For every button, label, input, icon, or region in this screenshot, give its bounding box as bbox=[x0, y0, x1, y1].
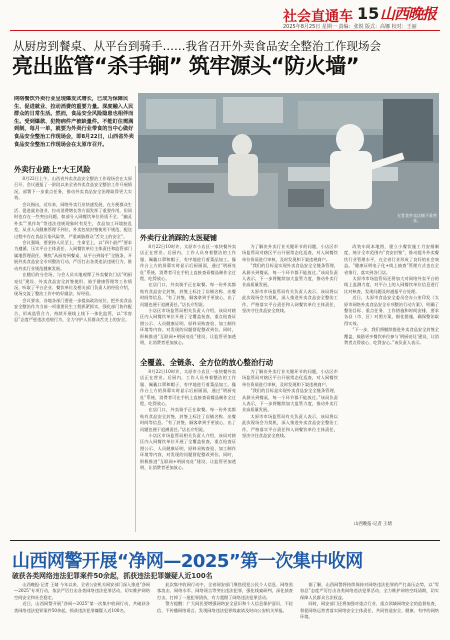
paragraph: 8月22日上午，山西省外卖食品安全整治工作现场会在太原召开，会议通报了一阶段以来全省外卖食品安全整治工作开展情况，部署下一步重点任务，推动外卖食品安全治理取得更大实效。 bbox=[14, 176, 132, 201]
paragraph: 山西晚报·记者 王婧 今年以来，全省公安机关网安部门深入推进“净网—2025”专项行动，依法严厉打击各类网络违法犯罪活动，切实维护网络空间安全和社会稳定。 bbox=[14, 582, 150, 600]
paragraph: 此次集中收网行动中，全省网安部门聚焦侵犯公民个人信息、网络黑客攻击、网络水军、网络谣言等突出违法犯罪，强化线索研判，深化侦查打击，打掉了一批犯罪团伙，有力震慑了网络违法犯罪活动。 bbox=[157, 582, 293, 600]
masthead bbox=[0, 0, 450, 30]
masthead-rule bbox=[10, 30, 440, 31]
article1-column-1 bbox=[14, 176, 132, 536]
page-number: 15 bbox=[357, 4, 380, 23]
photo-caption: 无堂食外卖店铺不准营业。 bbox=[397, 213, 437, 224]
article1-column-4 bbox=[344, 244, 439, 518]
article1-column-2b bbox=[140, 369, 236, 532]
paragraph: 太原市市场监管局有关负责人表示，该局将以此次现场会为契机，深入推进外卖食品安全整治工作，严格落实平台责任和入网餐饮单位主体责任，坚决守住食品安全底线。 bbox=[242, 288, 338, 314]
newspaper-logo: 山西晚报 bbox=[380, 5, 437, 23]
paragraph: 在店门口，外卖骑手正在取餐。每一份外卖都贴有食品安全封签，封签上标注了店铺名称、出餐时间等信息。“有了封签，顾客拿到手更放心，出了问题也便于追溯责任。”店长介绍说。 bbox=[140, 407, 236, 432]
article1-subhead-2: 全覆盖、全链条、全方位的放心整治行动 bbox=[140, 358, 274, 367]
article1-column-3 bbox=[242, 244, 338, 352]
paragraph: 在随后的分会场，与会人员实地观摩了外卖餐饮门店“明厨亮灶”建设、外卖食品安全封签使用、骑手健康管理等工作情况，听取了平台企业、餐饮单位及相关部门负责人的经验介绍，现场交流了整治工作中的好做法、好经验。 bbox=[14, 272, 132, 297]
kitchen-photo bbox=[138, 93, 439, 229]
article2-column-1 bbox=[14, 582, 150, 636]
article1-column-2 bbox=[140, 244, 236, 352]
section-rule bbox=[10, 540, 440, 541]
article1-kicker: 从厨房到餐桌、从平台到骑手……我省召开外卖食品安全整治工作现场会 bbox=[13, 39, 381, 53]
paragraph: 改装车间本地图，建立小餐饮施工月安排制度，统计全市范围内“食安封签”，推动提升外卖餐饮行业管理水平，在全省行业形成了良好的社会效益。“健康证明电子化+线上抽查”管理方式也在全省推行，落实到各门店。 bbox=[344, 244, 439, 275]
paragraph: 为了解决外卖行业关键环节的问题，小店区市场监管局对辖区平台开展常态化巡查，对入网餐饮单位资质进行审核，及时发现和下架违规商户。 bbox=[242, 369, 338, 387]
paragraph: “下一步，我们将继续推进外卖食品安全封签全覆盖，鼓励更多餐饮单位参与‘明厨亮灶’建设，让消费者点得放心、吃得安心。”该负责人表示。 bbox=[344, 327, 439, 346]
article2-subhead: 破获各类网络违法犯罪案件50余起，抓获违法犯罪嫌疑人近100名 bbox=[12, 572, 213, 580]
paragraph: 太原市市场监管局有关负责人表示，该局将以此次现场会为契机，深入推进外卖食品安全整治工作，严格落实平台责任和入网餐饮单位主体责任，坚决守住食品安全底线。 bbox=[242, 413, 338, 439]
paragraph: “我们的目标是实现外卖食品安全全链条管理，从源头到餐桌，每一个环节都不能放过。”该局负责人表示，下一步将继续加大监管力度，推动外卖行业高质量发展。 bbox=[242, 263, 338, 288]
paragraph: 会议要求，各地各部门要进一步提高政治站位，把外卖食品安全整治作为当前一项重要民生工程抓紧抓实，强化部门协作配合，形成监管合力，持续开展线上线下一体化监管，以“零容忍”态度严惩违法违规行为，全力守护人民群众舌尖上的安全。 bbox=[14, 297, 132, 322]
article2-column-3 bbox=[300, 582, 439, 636]
paragraph: 在店门口，外卖骑手正在取餐。每一份外卖都贴有食品安全封签，封签上标注了店铺名称、出餐时间等信息。“有了封签，顾客拿到手更放心，出了问题也便于追溯责任。”店长介绍说。 bbox=[140, 282, 236, 307]
paragraph: 同时，网安部门还将加强对重点行业、重点领域网络安全的监督检查，督促网络运营者落实网络安全主体责任，共同营造安全、健康、有序的网络环境。 bbox=[300, 601, 439, 620]
article2-headline: 山西网警开展“净网—2025”第一次集中收网 bbox=[12, 551, 363, 572]
paragraph: 会议强调，要坚持人民至上、生命至上，以“四个最严”要求为遵循，压实平台主体责任、入网餐饮单位主体责任和监管部门属地管理责任，聚焦“从厨房到餐桌、从平台到骑手”全链条，开展外卖食品安全专项整治行动，严厉打击各类违法违规行为，推动外卖行业规范健康发展。 bbox=[14, 240, 132, 271]
article1-subhead-1: 外卖行业踏上“大王风险 bbox=[14, 165, 91, 174]
paragraph: 近日，山西网警开展“净网—2025”第一次集中收网行动，共破获各类网络违法犯罪案件50余起，抓获违法犯罪嫌疑人近100名。 bbox=[14, 601, 150, 613]
paragraph: 会议指出，近年来，网络外卖行业快速发展，在方便群众生活、促进就业创业、拉动消费增长等方面发挥了重要作用，但同时也存在一些突出问题，如部分入网餐饮单位资质不全、“幽灵外卖”“黑作坊”等违法违规现象时有发生，食品加工环境脏乱差，从业人员健康管理不到位，外卖包装封签使用不规范，配送过程中存在食品污染风险等，严重威胁群众“舌尖上的安全”。 bbox=[14, 201, 132, 239]
article2-column-2 bbox=[157, 582, 293, 636]
article1-byline: 山西晚报·记者 王婧 bbox=[354, 522, 392, 527]
article1-photo-label: 外卖行业消踩的太医疑铺 bbox=[140, 234, 217, 242]
paragraph: 太原市市场监管局还将加大对网络外卖平台的线上监测力度，对平台上的入网餐饮单位信息进行比对核查，发现问题及时通报平台处理。 bbox=[344, 276, 439, 294]
paragraph: 小店区市场监管局相关负责人介绍，该局对辖区内入网餐饮单位开展了全覆盖检查，重点检查证照公示、人员健康证明、原料采购查验、加工制作环境等内容，对发现的问题督促整改到位。同时，积极推进“互联网+明厨亮灶”建设，让监管更加透明，让消费者更加放心。 bbox=[140, 433, 236, 471]
paragraph: 8月22日10时许，太原市小店区一家快餐外卖店正在营业。后厨内，工作人员身着整洁的工作服、佩戴口罩和帽子，有序地进行着菜品加工。操作台上方的屏幕实时显示后厨画面，通过“明厨亮灶”系统，消费者可在手机上直接查看餐品制作全过程，吃得放心。 bbox=[140, 244, 236, 282]
article1-column-3b bbox=[242, 369, 338, 532]
paragraph: “我们的目标是实现外卖食品安全全链条管理，从源头到餐桌，每一个环节都不能放过。”该局负责人表示，下一步将继续加大监管力度，推动外卖行业高质量发展。 bbox=[242, 388, 338, 413]
issue-meta: 2025年8月25日 星期一 责编：张锐 版式：高娜 校对：王丽 bbox=[283, 24, 417, 30]
paragraph: 为了解决外卖行业关键环节的问题，小店区市场监管局对辖区平台开展常态化巡查，对入网餐饮单位资质进行审核，及时发现和下架违规商户。 bbox=[242, 244, 338, 262]
paragraph: 小店区市场监管局相关负责人介绍，该局对辖区内入网餐饮单位开展了全覆盖检查，重点检查证照公示、人员健康证明、原料采购查验、加工制作环境等内容，对发现的问题督促整改到位。同时，积极推进“互联网+明厨亮灶”建设，让监管更加透明，让消费者更加放心。 bbox=[140, 308, 236, 346]
paragraph: 据了解，山西网警将持续保持对网络违法犯罪的严打高压态势，以“零容忍”态度严厉打击各类网络违法犯罪活动，全力维护网络空间清朗，切实保障人民群众合法权益。 bbox=[300, 582, 439, 600]
section-name: 社会直通车 bbox=[283, 9, 353, 25]
article1-headline: 亮出监管“杀手锏” 筑牢源头“防火墙” bbox=[12, 54, 360, 78]
column-divider bbox=[135, 166, 136, 532]
paragraph: 近日，太原市食品安全委员会办公室印发《太原市网络外卖食品安全专项整治行动方案》，明确了整治目标、重点任务、工作措施和时间安排，要求各县（市、区）对照方案，细化措施，确保整治取得实效。 bbox=[344, 295, 439, 326]
article1-lead: 网络餐饮外卖行业呈现爆发式增长，已成为保障民生、促进就业、拉动消费的重要力量。深度融入人民群众的日常生活。然而，食品安全风险隐患也相伴而生。受到爆款、犯物病件产被缺量件。不能盯住需满到制，每月一单，就要为外卖行业带食的当中心做好食品安全整治工作现场会，即8月22日，山西省外卖食品安全整治工作现场会在太原市召开。 bbox=[14, 96, 134, 148]
paragraph: 警方提醒：广大网民要增强网络安全意识和个人信息保护意识，不轻信、不传播网络谣言，发现网络违法犯罪线索请及时向公安机关举报。 bbox=[157, 601, 293, 613]
paragraph: 8月22日10时许，太原市小店区一家快餐外卖店正在营业。后厨内，工作人员身着整洁的工作服、佩戴口罩和帽子，有序地进行着菜品加工。操作台上方的屏幕实时显示后厨画面，通过“明厨亮灶”系统，消费者可在手机上直接查看餐品制作全过程，吃得放心。 bbox=[140, 369, 236, 407]
